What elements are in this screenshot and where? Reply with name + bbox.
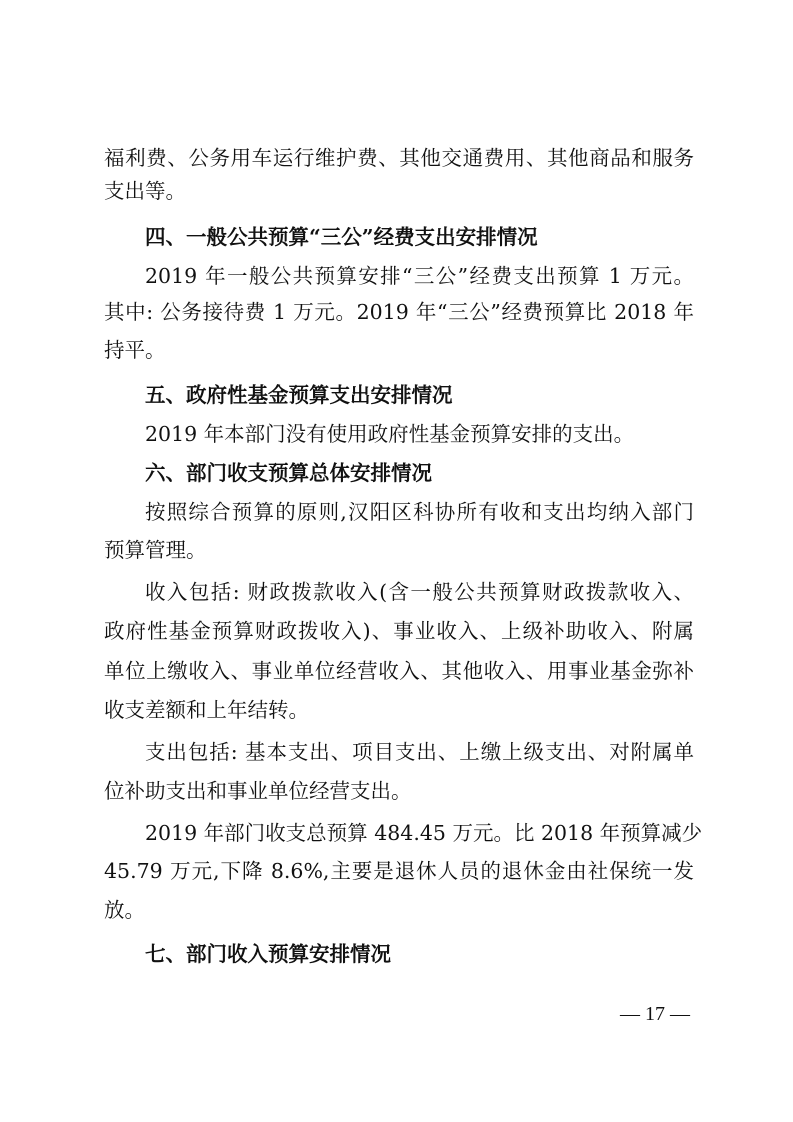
body-line: 其中: 公务接待费 1 万元。2019 年“三公”经费预算比 2018 年 <box>104 300 694 324</box>
body-line: 支出包括: 基本支出、项目支出、上缴上级支出、对附属单 <box>145 740 694 764</box>
body-line: 单位上缴收入、事业单位经营收入、其他收入、用事业基金弥补 <box>104 659 694 683</box>
section-heading-6: 六、部门收支预算总体安排情况 <box>145 461 432 485</box>
body-line: 2019 年部门收支总预算 484.45 万元。比 2018 年预算减少 <box>145 821 703 845</box>
body-line: 福利费、公务用车运行维护费、其他交通费用、其他商品和服务 <box>104 146 694 170</box>
body-line: 45.79 万元,下降 8.6%,主要是退休人员的退休金由社保统一发 <box>104 859 694 883</box>
body-line: 预算管理。 <box>104 538 207 562</box>
section-heading-4: 四、一般公共预算“三公”经费支出安排情况 <box>145 225 538 249</box>
body-line: 支出等。 <box>104 179 186 203</box>
body-line: 2019 年本部门没有使用政府性基金预算安排的支出。 <box>145 422 635 446</box>
body-line: 持平。 <box>104 338 166 362</box>
body-line: 位补助支出和事业单位经营支出。 <box>104 779 412 803</box>
section-heading-5: 五、政府性基金预算支出安排情况 <box>145 383 453 407</box>
section-heading-7: 七、部门收入预算安排情况 <box>145 942 391 966</box>
body-line: 放。 <box>104 898 145 922</box>
body-line: 按照综合预算的原则,汉阳区科协所有收和支出均纳入部门 <box>145 500 694 524</box>
body-line: 政府性基金预算财政拨收入)、事业收入、上级补助收入、附属 <box>104 619 694 643</box>
body-line: 收入包括: 财政拨款收入(含一般公共预算财政拨款收入、 <box>145 580 694 604</box>
body-line: 收支差额和上年结转。 <box>104 698 309 722</box>
page-number: — 17 — <box>620 1003 690 1025</box>
body-line: 2019 年一般公共预算安排“三公”经费支出预算 1 万元。 <box>145 264 694 288</box>
